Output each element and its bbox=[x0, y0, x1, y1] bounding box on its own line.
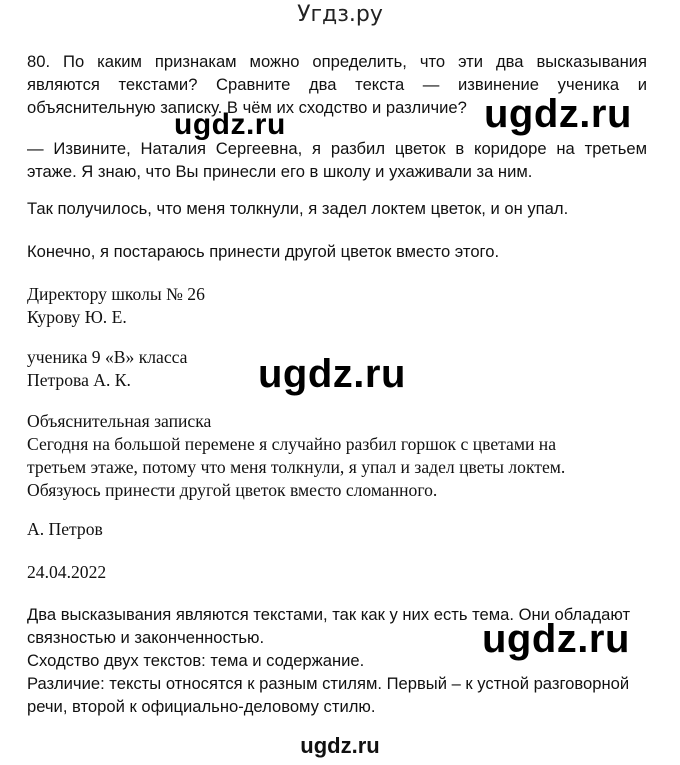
apology-paragraph-3: Конечно, я постараюсь принести другой цветок вместо этого. bbox=[27, 242, 500, 261]
note-signature: А. Петров bbox=[27, 519, 103, 539]
note-body-line: третьем этаже, потому что меня толкнули, я упал и задел цветы локтем. bbox=[27, 457, 566, 477]
footer-site-link[interactable]: ugdz.ru bbox=[300, 733, 380, 758]
watermark: ugdz.ru bbox=[258, 352, 406, 396]
watermark: ugdz.ru bbox=[174, 108, 286, 141]
site-title: Угдз.ру bbox=[297, 2, 383, 27]
task-text: 80. По каким признакам можно определить, что эти два высказывания являются текстами? Сравните два текста — извинение ученика и объяснительную записку. В чём их сходство и различие? bbox=[27, 52, 647, 117]
addressee-line: Директору школы № 26 bbox=[27, 284, 205, 304]
watermark: ugdz.ru bbox=[484, 92, 632, 136]
answer-line: связностью и законченностью. bbox=[27, 628, 265, 647]
note-body-line: Сегодня на большой перемене я случайно разбил горшок с цветами на bbox=[27, 434, 557, 454]
answer-line: Сходство двух текстов: тема и содержание. bbox=[27, 651, 365, 670]
note-addressee bbox=[27, 283, 657, 329]
note-heading: Объяснительная записка bbox=[27, 411, 212, 431]
watermark: ugdz.ru bbox=[482, 617, 630, 661]
apology-paragraph-2: Так получилось, что меня толкнули, я задел локтем цветок, и он упал. bbox=[27, 199, 569, 218]
note-body bbox=[27, 410, 657, 502]
note-body-line: Обязуюсь принести другой цветок вместо сломанного. bbox=[27, 480, 438, 500]
answer-line: Различие: тексты относятся к разным стилям. Первый – к устной разговорной bbox=[27, 674, 630, 693]
sender-line: Петрова А. К. bbox=[27, 370, 131, 390]
sender-line: ученика 9 «В» класса bbox=[27, 347, 188, 367]
addressee-line: Курову Ю. Е. bbox=[27, 307, 127, 327]
answer-line: Два высказывания являются текстами, так как у них есть тема. Они обладают bbox=[27, 605, 631, 624]
note-date: 24.04.2022 bbox=[27, 562, 107, 582]
answer-line: речи, второй к официально-деловому стилю. bbox=[27, 697, 376, 716]
apology-paragraph-1: — Извините, Наталия Сергеевна, я разбил цветок в коридоре на третьем этаже. Я знаю, что Вы принесли его в школу и ухаживали за ним. bbox=[27, 139, 647, 181]
